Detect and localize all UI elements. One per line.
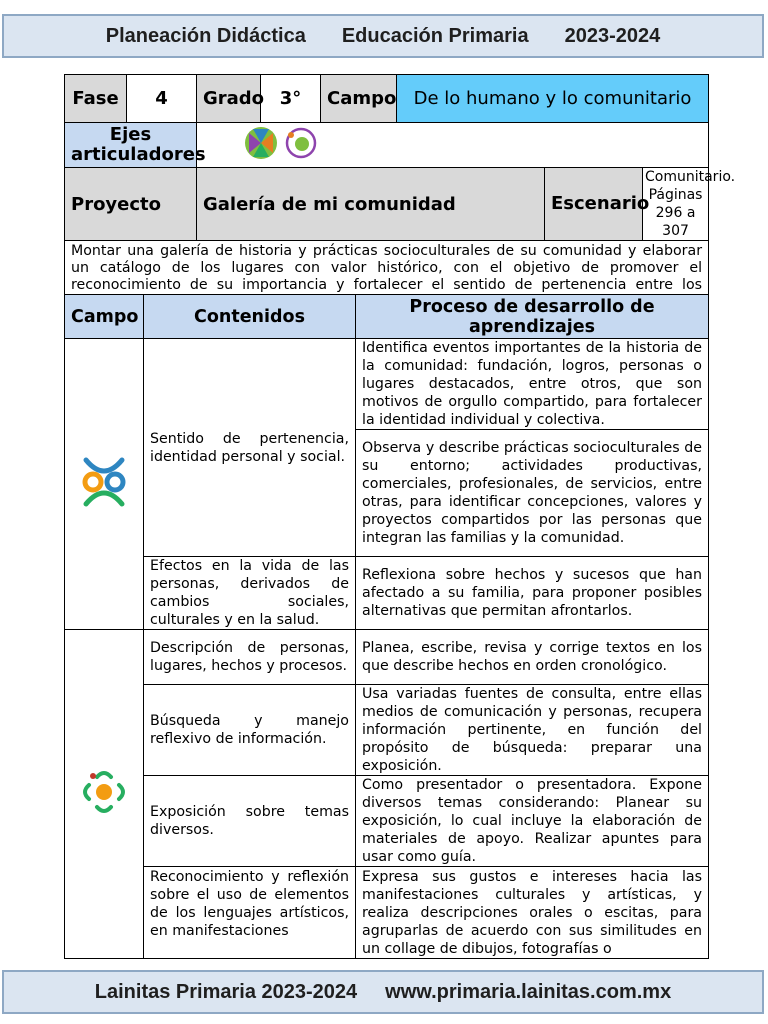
col-campo-header: Campo xyxy=(65,295,144,339)
contents-table xyxy=(64,294,709,959)
project-description: Montar una galería de historia y prácticas socioculturales de su comunidad y elaborar un catálogo de los lugares con valor histórico, con el objetivo de promover el reconocimiento de su importancia y fortalecer el sentido de pertenencia entre los xyxy=(65,241,709,313)
contenido-cell: Sentido de pertenencia, identidad personal y social. xyxy=(144,339,356,557)
campo-lenguajes-cell xyxy=(65,630,144,959)
grado-label: Grado xyxy=(197,75,261,123)
contenido-cell: Exposición sobre temas diversos. xyxy=(144,776,356,867)
proceso-cell: Planea, escribe, revisa y corrige textos en los que describe hechos en orden cronológico. xyxy=(356,630,709,685)
lenguajes-icon xyxy=(79,767,129,817)
contenido-cell: Búsqueda y manejo reflexivo de información. xyxy=(144,685,356,776)
header-title: Planeación Didáctica xyxy=(105,24,306,47)
proceso-cell: Como presentador o presentadora. Expone diversos temas considerando: Planear su exposición, lo cual incluye la elaboración de materiales de apoyo. Realizar apuntes para usar como guía. xyxy=(356,776,709,867)
col-contenidos-header: Contenidos xyxy=(144,295,356,339)
ejes-articuladores-icon xyxy=(243,123,323,163)
header-banner xyxy=(2,14,764,58)
proyecto-value: Galería de mi comunidad xyxy=(197,168,545,241)
campo-humano-comunitario-cell xyxy=(65,339,144,630)
ejes-icons xyxy=(197,123,709,168)
contenido-text: Reconocimiento y reflexión sobre el uso de elementos de los lenguajes artísticos, en manifestaciones xyxy=(150,868,349,939)
campo-label: Campo xyxy=(321,75,397,123)
campo-value: De lo humano y lo comunitario xyxy=(397,75,709,123)
proceso-cell: Usa variadas fuentes de consulta, entre ellas medios de comunicación y personas, recupera información pertinente, en función del propósito de búsqueda: preparar una exposición. xyxy=(356,685,709,776)
proceso-cell: Identifica eventos importantes de la historia de la comunidad: fundación, logros, personas o lugares destacados, entre otros, que son motivos de orgullo compartido, para fortalecer la identidad individual y colectiva. xyxy=(356,339,709,430)
proceso-cell: Reflexiona sobre hechos y sucesos que han afectado a su familia, para proponer posibles alternativas que permitan afrontarlos. xyxy=(356,557,709,630)
ejes-label: Ejes articuladores xyxy=(65,123,197,168)
col-proceso-header: Proceso de desarrollo de aprendizajes xyxy=(356,295,709,339)
contenido-cell: Descripción de personas, lugares, hechos y procesos. xyxy=(144,630,356,685)
contenido-cell: Efectos en la vida de las personas, derivados de cambios sociales, culturales y en la salud. xyxy=(144,557,356,630)
proyecto-label: Proyecto xyxy=(65,168,197,241)
footer-site-name: Lainitas Primaria 2023-2024 xyxy=(94,980,358,1003)
humano-comunitario-icon xyxy=(80,456,128,508)
proceso-cell: Observa y describe prácticas socioculturales de su entorno; actividades productivas, comerciales, profesionales, de servicios, entre otras, para identificar concepciones, valores y proyectos compartidos por las personas que integran las familias y la comunidad. xyxy=(356,430,709,557)
fase-label: Fase xyxy=(65,75,127,123)
info-table xyxy=(64,74,736,313)
footer-banner xyxy=(2,970,764,1014)
escenario-value: Comunitario. Páginas 296 a 307 xyxy=(643,168,709,241)
fase-value: 4 xyxy=(127,75,197,123)
header-year: 2023-2024 xyxy=(564,24,661,47)
footer-url[interactable]: www.primaria.lainitas.com.mx xyxy=(385,980,672,1003)
contenido-cell xyxy=(144,867,356,959)
proceso-text: Expresa sus gustos e intereses hacia las manifestaciones culturales y artísticas, y realiza descripciones orales o escitas, para agruparlas de acuerdo con sus similitudes en un collage de dibujos, fotografías o xyxy=(362,868,702,957)
header-level: Educación Primaria xyxy=(341,24,529,47)
escenario-label: Escenario xyxy=(545,168,643,241)
proceso-cell xyxy=(356,867,709,959)
grado-value: 3° xyxy=(261,75,321,123)
